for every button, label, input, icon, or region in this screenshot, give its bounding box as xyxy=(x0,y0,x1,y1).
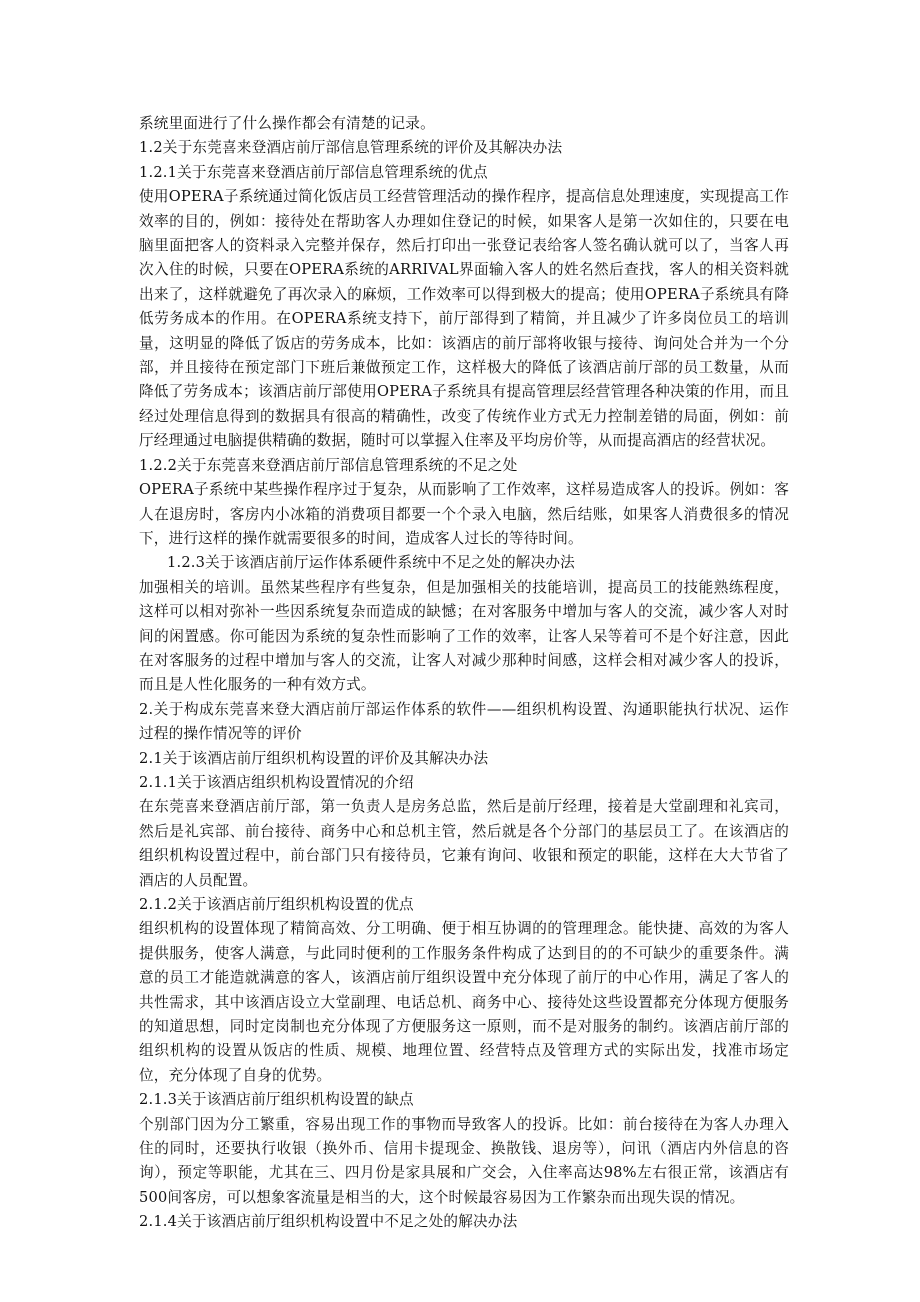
paragraph-org-structure-intro: 在东莞喜来登酒店前厅部，第一负责人是房务总监，然后是前厅经理，接着是大堂副理和礼宾司，然后是礼宾部、前台接待、商务中心和总机主管，然后就是各个分部门的基层员工了。在该酒店的组织机构设置过程中，前台部门只有接待员，它兼有询问、收银和预定的职能，这样在大大节省了酒店的人员配置。 xyxy=(139,798,789,889)
heading-1-2: 1.2关于东莞喜来登酒店前厅部信息管理系统的评价及其解决办法 xyxy=(139,139,563,157)
paragraph-org-structure-advantages: 组织机构的设置体现了精简高效、分工明确、便于相互协调的的管理理念。能快捷、高效的为客人提供服务，使客人满意，与此同时便利的工作服务条件构成了达到目的的不可缺少的重要条件。满意的员工才能造就满意的客人，该酒店前厅组织设置中充分体现了前厅的中心作用，满足了客人的共性需求，其中该酒店设立大堂副理、电话总机、商务中心、接待处这些设置都充分体现方便服务的知道思想，同时定岗制也充分体现了方便服务这一原则，而不是对服务的制约。该酒店前厅部的组织机构的设置从饭店的性质、规模、地理位置、经营特点及管理方式的实际出发，找准市场定位，充分体现了自身的优势。 xyxy=(139,920,789,1084)
paragraph-opera-advantages: 使用OPERA子系统通过简化饭店员工经营管理活动的操作程序，提高信息处理速度，实现提高工作效率的目的，例如：接待处在帮助客人办理如住登记的时候，如果客人是第一次如住的，只要在电脑里面把客人的资料录入完整并保存，然后打印出一张登记表给客人签名确认就可以了，当客人再次入住的时候，只要在OPERA系统的ARRIVAL界面输入客人的姓名然后查找，客人的相关资料就出来了，这样就避免了再次录入的麻烦，工作效率可以得到极大的提高；使用OPERA子系统具有降低劳务成本的作用。在OPERA系统支持下，前厅部得到了精简，并且减少了许多岗位员工的培训量，这明显的降低了饭店的劳务成本，比如：该酒店的前厅部将收银与接待、询问处合并为一个分部，并且接待在预定部门下班后兼做预定工作，这样极大的降低了该酒店前厅部的员工数量，从而降低了劳务成本；该酒店前厅部使用OPERA子系统具有提高管理层经营管理各种决策的作用，而且经过处理信息得到的数据具有很高的精确性，改变了传统作业方式无力控制差错的局面，例如：前厅经理通过电脑提供精确的数据，随时可以掌握入住率及平均房价等，从而提高酒店的经营状况。 xyxy=(139,188,789,450)
heading-2-1-3: 2.1.3关于该酒店前厅组织机构设置的缺点 xyxy=(139,1091,414,1109)
document-body xyxy=(139,112,789,1235)
heading-2-1-4: 2.1.4关于该酒店前厅组织机构设置中不足之处的解决办法 xyxy=(139,1213,518,1231)
heading-1-2-3: 1.2.3关于该酒店前厅运作体系硬件系统中不足之处的解决办法 xyxy=(167,554,575,572)
heading-1-2-2: 1.2.2关于东莞喜来登酒店前厅部信息管理系统的不足之处 xyxy=(139,456,518,474)
paragraph-training-solution: 加强相关的培训。虽然某些程序有些复杂，但是加强相关的技能培训，提高员工的技能熟练程度，这样可以相对弥补一些因系统复杂而造成的缺憾；在对客服务中增加与客人的交流，减少客人对时间的闲置感。你可能因为系统的复杂性而影响了工作的效率，让客人呆等着可不是个好注意，因此在对客服务的过程中增加与客人的交流，让客人对减少那种时间感，这样会相对减少客人的投诉，而且是人性化服务的一种有效方式。 xyxy=(139,578,789,694)
heading-1-2-1: 1.2.1关于东莞喜来登酒店前厅部信息管理系统的优点 xyxy=(139,163,488,181)
paragraph-org-structure-shortcomings: 个别部门因为分工繁重，容易出现工作的事物而导致客人的投诉。比如：前台接待在为客人办理入住的同时，还要执行收银（换外币、信用卡提现金、换散钱、退房等），问讯（酒店内外信息的咨询），预定等职能，尤其在三、四月份是家具展和广交会，入住率高达98%左右很正常，该酒店有500间客房，可以想象客流量是相当的大，这个时候最容易因为工作繁杂而出现失误的情况。 xyxy=(139,1115,789,1206)
paragraph-opera-shortcomings: OPERA子系统中某些操作程序过于复杂，从而影响了工作效率，这样易造成客人的投诉。例如：客人在退房时，客房内小冰箱的消费项目都要一个个录入电脑，然后结账，如果客人消费很多的情况下，进行这样的操作就需要很多的时间，造成客人过长的等待时间。 xyxy=(139,481,789,547)
heading-2-1: 2.1关于该酒店前厅组织机构设置的评价及其解决办法 xyxy=(139,749,489,767)
paragraph-continuation: 系统里面进行了什么操作都会有清楚的记录。 xyxy=(139,115,435,132)
heading-2-1-2: 2.1.2关于该酒店前厅组织机构设置的优点 xyxy=(139,896,414,913)
heading-2-1-1: 2.1.1关于该酒店组织机构设置情况的介绍 xyxy=(139,773,414,791)
heading-2: 2.关于构成东莞喜来登大酒店前厅部运作体系的软件——组织机构设置、沟通职能执行状况、运作过程的操作情况等的评价 xyxy=(139,700,789,743)
